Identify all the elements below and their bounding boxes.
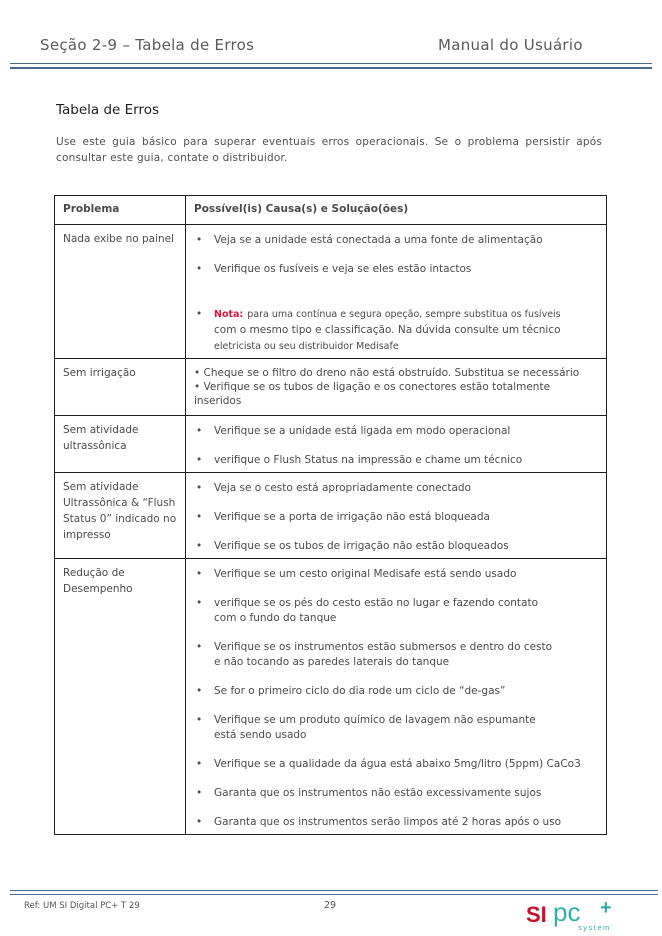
list-item: • Verifique se a porta de irrigação não está bloqueada <box>196 511 490 523</box>
section-title: Seção 2-9 – Tabela de Erros <box>40 36 255 54</box>
logo-si-text: SI <box>526 902 547 927</box>
solution-cell <box>186 559 607 835</box>
list-item: • Verifique os fusíveis e veja se eles estão intactos <box>196 263 472 275</box>
list-item: • Veja se o cesto está apropriadamente conectado <box>196 482 471 494</box>
solution-cell <box>186 473 607 559</box>
error-table <box>54 195 607 835</box>
solution-cell <box>186 359 607 416</box>
table-row <box>55 416 607 473</box>
table-row <box>55 225 607 359</box>
header-rule-thick <box>10 67 652 69</box>
si-pc-system-logo <box>526 894 636 932</box>
list-item-continued: inseridos <box>194 395 242 407</box>
list-item: • Verifique se a unidade está ligada em modo operacional <box>196 425 511 437</box>
note-line: eletricista ou seu distribuidor Medisafe <box>214 341 399 352</box>
note-item: • Nota: para uma contínua e segura opeção, sempre substitua os fusíveis <box>196 308 561 320</box>
footer-rule <box>10 890 658 891</box>
intro-paragraph: Use este guia básico para superar eventuais erros operacionais. Se o problema persistir após consultar este guia, contate o distribuidor. <box>56 136 602 164</box>
problem-cell: Sem atividade ultrassônica <box>55 416 186 473</box>
solution-cell <box>186 225 607 359</box>
list-item-continued: e não tocando as paredes laterais do tanque <box>214 656 450 668</box>
list-item: • verifique o Flush Status na impressão e chame um técnico <box>196 454 523 466</box>
table-row <box>55 559 607 835</box>
problem-cell: Redução de Desempenho <box>55 559 186 835</box>
list-item-continued: está sendo usado <box>214 729 307 741</box>
list-item: • Verifique se um produto químico de lavagem não espumante <box>196 714 536 726</box>
list-item: • Verifique se a qualidade da água está abaixo 5mg/litro (5ppm) CaCo3 <box>196 758 581 770</box>
problem-cell: Sem atividade Ultrassônica & “Flush Status 0” indicado no impresso <box>55 473 186 559</box>
table-header-row <box>55 196 607 225</box>
problem-cell: Nada exibe no painel <box>55 225 186 359</box>
list-item: • Verifique se um cesto original Medisafe está sendo usado <box>196 568 517 580</box>
problem-cell: Sem irrigação <box>55 359 186 416</box>
list-item: • verifique se os pés do cesto estão no lugar e fazendo contato <box>196 597 538 609</box>
document-reference: Ref: UM SI Digital PC+ T 29 <box>24 901 140 911</box>
page-number: 29 <box>324 900 337 911</box>
list-item: • Verifique se os tubos de ligação e os conectores estão totalmente <box>194 381 551 393</box>
logo-system-text: system <box>578 923 611 932</box>
list-item: • Garanta que os instrumentos não estão excessivamente sujos <box>196 787 542 799</box>
note-label: Nota: <box>214 309 244 320</box>
column-header-solution: Possível(is) Causa(s) e Solução(ões) <box>186 196 607 225</box>
list-item-continued: com o fundo do tanque <box>214 612 337 624</box>
list-item: • Veja se a unidade está conectada a uma fonte de alimentação <box>196 234 543 246</box>
column-header-problem: Problema <box>55 196 186 225</box>
list-item: • Verifique se os instrumentos estão submersos e dentro do cesto <box>196 641 553 653</box>
list-item: • Se for o primeiro ciclo do dia rode um ciclo de “de-gas” <box>196 685 506 697</box>
logo-plus-text: + <box>600 897 612 919</box>
list-item: • Verifique se os tubos de irrigação não estão bloqueados <box>196 540 509 552</box>
list-item: • Garanta que os instrumentos serão limpos até 2 horas após o uso <box>196 816 562 828</box>
header-rule <box>10 63 652 64</box>
doc-title: Tabela de Erros <box>56 102 160 118</box>
list-item: • Cheque se o filtro do dreno não está obstruído. Substitua se necessário <box>194 367 580 379</box>
manual-title: Manual do Usuário <box>438 36 583 54</box>
table-row <box>55 359 607 416</box>
logo-pc-text: pc <box>553 897 581 927</box>
solution-cell <box>186 416 607 473</box>
note-line: com o mesmo tipo e classificação. Na dúvida consulte um técnico <box>214 324 561 336</box>
table-row <box>55 473 607 559</box>
